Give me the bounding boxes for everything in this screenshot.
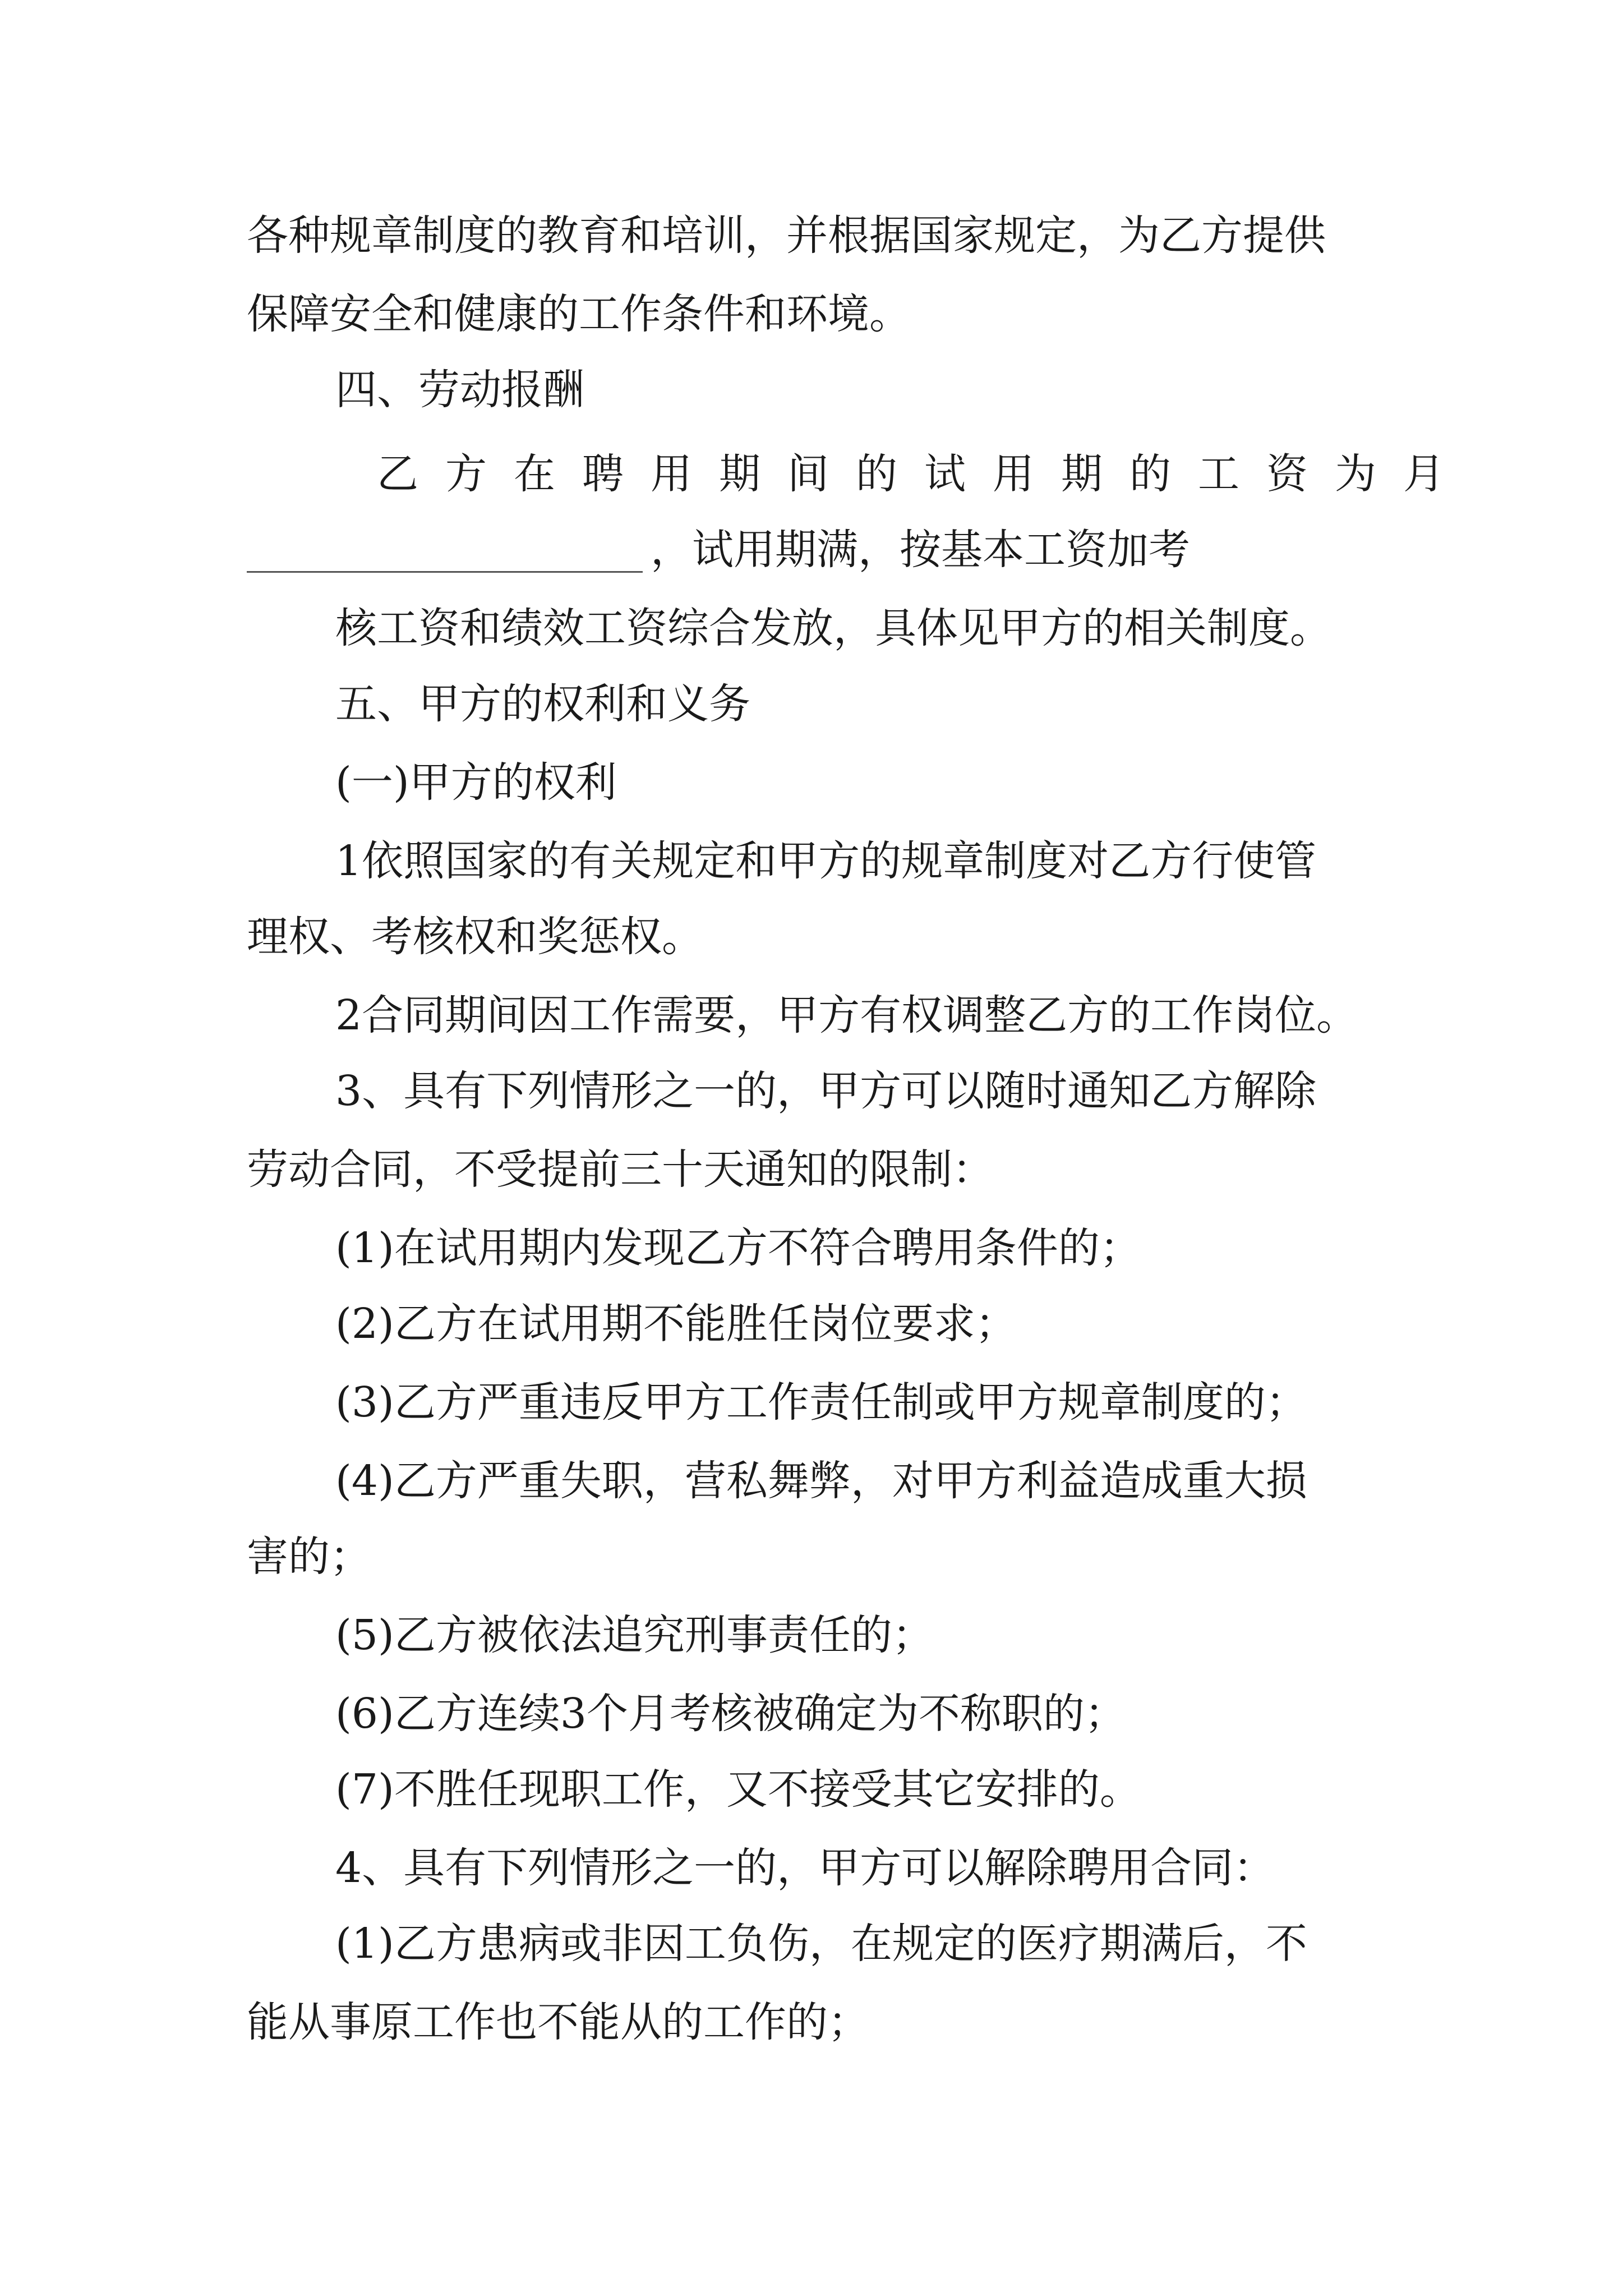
text-line: 能从事原工作也不能从的工作的；	[247, 1998, 869, 2046]
list-item: (1)在试用期内发现乙方不符合聘用条件的；	[335, 1224, 1141, 1272]
text-line	[377, 446, 1510, 502]
text-line: 1依照国家的有关规定和甲方的规章制度对乙方行使管	[335, 837, 1317, 885]
list-item: (1)乙方患病或非因工负伤，在规定的医疗期满后，不	[335, 1920, 1307, 1968]
list-item: (6)乙方连续3个月考核被确定为不称职的；	[335, 1690, 1126, 1738]
list-item: (3)乙方严重违反甲方工作责任制或甲方规章制度的；	[335, 1378, 1307, 1427]
text-line: 2合同期间因工作需要，甲方有权调整乙方的工作岗位。	[335, 991, 1358, 1039]
salary-blank-field	[247, 571, 643, 573]
subsection-heading: (一)甲方的权利	[335, 758, 617, 807]
text-line: 害的；	[247, 1533, 371, 1581]
text-line: 核工资和绩效工资综合发放，具体见甲方的相关制度。	[335, 604, 1331, 652]
section-heading: 五、甲方的权利和义务	[335, 680, 750, 728]
text-line: ，试用期满，按基本工资加考	[651, 526, 1190, 574]
list-item: (7)不胜任现职工作，又不接受其它安排的。	[335, 1765, 1141, 1814]
spread-text: 乙方在聘用期间的试用期的工资为月	[377, 450, 1472, 498]
list-item: (5)乙方被依法追究刑事责任的；	[335, 1611, 934, 1659]
list-item: (2)乙方在试用期不能胜任岗位要求；	[335, 1300, 1017, 1348]
text-line: 4、具有下列情形之一的，甲方可以解除聘用合同：	[335, 1844, 1275, 1892]
list-item: (4)乙方严重失职，营私舞弊，对甲方利益造成重大损	[335, 1457, 1307, 1505]
text-line: 保障安全和健康的工作条件和环境。	[247, 290, 911, 338]
text-line: 理权、考核权和奖惩权。	[247, 913, 703, 961]
text-line: 3、具有下列情形之一的，甲方可以随时通知乙方解除	[335, 1067, 1317, 1115]
section-heading: 四、劳动报酬	[335, 366, 584, 414]
text-line: 各种规章制度的教育和培训，并根据国家规定，为乙方提供	[247, 211, 1326, 260]
text-line: 劳动合同，不受提前三十天通知的限制：	[247, 1145, 994, 1194]
